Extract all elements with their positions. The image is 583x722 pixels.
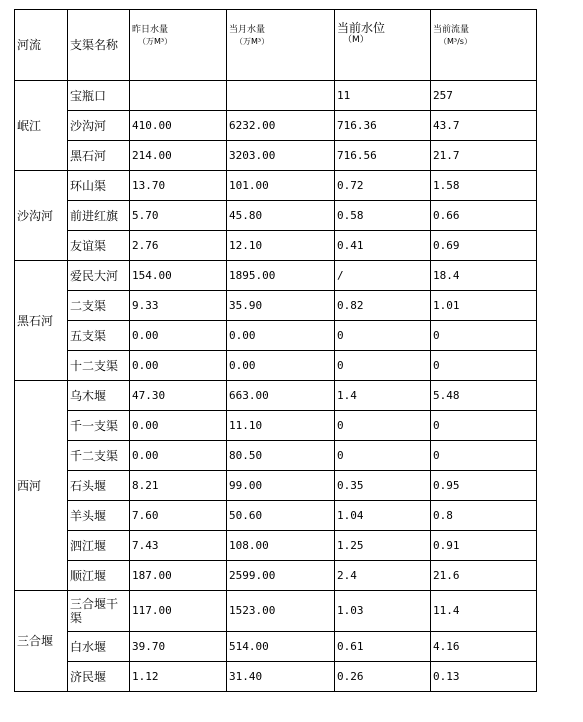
header-flow bbox=[431, 10, 537, 81]
table-row bbox=[15, 111, 537, 141]
flow-rate-cell: 0 bbox=[431, 351, 537, 381]
yesterday-volume-cell: 7.60 bbox=[130, 501, 227, 531]
yesterday-volume-cell: 1.12 bbox=[130, 662, 227, 692]
table-row bbox=[15, 471, 537, 501]
water-level-cell: / bbox=[335, 261, 431, 291]
canal-cell: 乌木堰 bbox=[68, 381, 130, 411]
month-volume-cell: 12.10 bbox=[227, 231, 335, 261]
flow-rate-cell: 1.01 bbox=[431, 291, 537, 321]
water-level-cell: 0 bbox=[335, 321, 431, 351]
canal-cell: 白水堰 bbox=[68, 632, 130, 662]
flow-rate-cell: 0.91 bbox=[431, 531, 537, 561]
water-level-cell: 0.82 bbox=[335, 291, 431, 321]
table-row bbox=[15, 632, 537, 662]
month-volume-cell: 50.60 bbox=[227, 501, 335, 531]
month-volume-cell bbox=[227, 81, 335, 111]
canal-cell: 五支渠 bbox=[68, 321, 130, 351]
yesterday-volume-cell: 47.30 bbox=[130, 381, 227, 411]
water-level-cell: 716.36 bbox=[335, 111, 431, 141]
header-river: 河流 bbox=[15, 10, 68, 81]
water-level-cell: 0.58 bbox=[335, 201, 431, 231]
canal-cell: 沙沟河 bbox=[68, 111, 130, 141]
canal-cell: 千二支渠 bbox=[68, 441, 130, 471]
canal-cell: 石头堰 bbox=[68, 471, 130, 501]
water-level-cell: 0.72 bbox=[335, 171, 431, 201]
canal-cell: 顺江堰 bbox=[68, 561, 130, 591]
river-cell: 三合堰 bbox=[15, 591, 68, 692]
month-volume-cell: 6232.00 bbox=[227, 111, 335, 141]
month-volume-cell: 0.00 bbox=[227, 321, 335, 351]
canal-cell: 二支渠 bbox=[68, 291, 130, 321]
water-level-cell: 2.4 bbox=[335, 561, 431, 591]
month-volume-cell: 108.00 bbox=[227, 531, 335, 561]
flow-rate-cell: 257 bbox=[431, 81, 537, 111]
yesterday-volume-cell: 8.21 bbox=[130, 471, 227, 501]
yesterday-volume-cell: 214.00 bbox=[130, 141, 227, 171]
yesterday-volume-cell: 9.33 bbox=[130, 291, 227, 321]
header-level bbox=[335, 10, 431, 81]
header-yesterday-unit: （万M³） bbox=[138, 37, 173, 46]
flow-rate-cell: 0.95 bbox=[431, 471, 537, 501]
flow-rate-cell: 18.4 bbox=[431, 261, 537, 291]
water-level-cell: 716.56 bbox=[335, 141, 431, 171]
water-level-cell: 0 bbox=[335, 441, 431, 471]
yesterday-volume-cell: 0.00 bbox=[130, 411, 227, 441]
water-level-cell: 0.35 bbox=[335, 471, 431, 501]
canal-cell: 羊头堰 bbox=[68, 501, 130, 531]
table-row bbox=[15, 531, 537, 561]
header-yesterday-label: 昨日水量 bbox=[132, 25, 169, 35]
month-volume-cell: 80.50 bbox=[227, 441, 335, 471]
header-level-unit: （M） bbox=[343, 35, 369, 45]
table-row bbox=[15, 501, 537, 531]
water-level-cell: 0 bbox=[335, 351, 431, 381]
table-row bbox=[15, 662, 537, 692]
yesterday-volume-cell: 2.76 bbox=[130, 231, 227, 261]
canal-cell: 十二支渠 bbox=[68, 351, 130, 381]
header-flow-label: 当前流量 bbox=[433, 25, 470, 35]
month-volume-cell: 11.10 bbox=[227, 411, 335, 441]
month-volume-cell: 663.00 bbox=[227, 381, 335, 411]
yesterday-volume-cell: 13.70 bbox=[130, 171, 227, 201]
month-volume-cell: 45.80 bbox=[227, 201, 335, 231]
table-row bbox=[15, 411, 537, 441]
water-level-cell: 1.03 bbox=[335, 591, 431, 632]
month-volume-cell: 3203.00 bbox=[227, 141, 335, 171]
water-level-cell: 1.04 bbox=[335, 501, 431, 531]
flow-rate-cell: 21.6 bbox=[431, 561, 537, 591]
yesterday-volume-cell: 154.00 bbox=[130, 261, 227, 291]
yesterday-volume-cell: 117.00 bbox=[130, 591, 227, 632]
flow-rate-cell: 11.4 bbox=[431, 591, 537, 632]
canal-cell: 前进红旗 bbox=[68, 201, 130, 231]
table-row bbox=[15, 441, 537, 471]
month-volume-cell: 99.00 bbox=[227, 471, 335, 501]
yesterday-volume-cell: 7.43 bbox=[130, 531, 227, 561]
flow-rate-cell: 1.58 bbox=[431, 171, 537, 201]
month-volume-cell: 514.00 bbox=[227, 632, 335, 662]
header-month-unit: （万M³） bbox=[235, 37, 270, 46]
flow-rate-cell: 43.7 bbox=[431, 111, 537, 141]
canal-cell: 济民堰 bbox=[68, 662, 130, 692]
flow-rate-cell: 0 bbox=[431, 411, 537, 441]
yesterday-volume-cell bbox=[130, 81, 227, 111]
river-cell: 岷江 bbox=[15, 81, 68, 171]
month-volume-cell: 101.00 bbox=[227, 171, 335, 201]
canal-cell: 环山渠 bbox=[68, 171, 130, 201]
canal-cell: 黑石河 bbox=[68, 141, 130, 171]
water-level-cell: 0.61 bbox=[335, 632, 431, 662]
header-row bbox=[15, 10, 537, 81]
flow-rate-cell: 0.13 bbox=[431, 662, 537, 692]
header-canal: 支渠名称 bbox=[68, 10, 130, 81]
table-row bbox=[15, 261, 537, 291]
canal-cell: 泗江堰 bbox=[68, 531, 130, 561]
table-row bbox=[15, 561, 537, 591]
canal-cell: 千一支渠 bbox=[68, 411, 130, 441]
flow-rate-cell: 4.16 bbox=[431, 632, 537, 662]
water-level-cell: 0.41 bbox=[335, 231, 431, 261]
river-cell: 黑石河 bbox=[15, 261, 68, 381]
yesterday-volume-cell: 0.00 bbox=[130, 441, 227, 471]
header-level-label: 当前水位 bbox=[337, 21, 386, 35]
canal-cell: 爱民大河 bbox=[68, 261, 130, 291]
table-row bbox=[15, 351, 537, 381]
table-row bbox=[15, 291, 537, 321]
header-yesterday bbox=[130, 10, 227, 81]
flow-rate-cell: 0 bbox=[431, 441, 537, 471]
river-cell: 沙沟河 bbox=[15, 171, 68, 261]
flow-rate-cell: 0.66 bbox=[431, 201, 537, 231]
month-volume-cell: 35.90 bbox=[227, 291, 335, 321]
flow-rate-cell: 0.8 bbox=[431, 501, 537, 531]
table-row bbox=[15, 81, 537, 111]
table-row bbox=[15, 141, 537, 171]
table-row bbox=[15, 321, 537, 351]
month-volume-cell: 31.40 bbox=[227, 662, 335, 692]
month-volume-cell: 2599.00 bbox=[227, 561, 335, 591]
water-level-cell: 0.26 bbox=[335, 662, 431, 692]
yesterday-volume-cell: 39.70 bbox=[130, 632, 227, 662]
header-flow-unit: （M³/s） bbox=[439, 37, 472, 46]
month-volume-cell: 1523.00 bbox=[227, 591, 335, 632]
flow-rate-cell: 5.48 bbox=[431, 381, 537, 411]
yesterday-volume-cell: 0.00 bbox=[130, 321, 227, 351]
yesterday-volume-cell: 410.00 bbox=[130, 111, 227, 141]
river-cell: 西河 bbox=[15, 381, 68, 591]
yesterday-volume-cell: 0.00 bbox=[130, 351, 227, 381]
canal-cell: 友谊渠 bbox=[68, 231, 130, 261]
canal-cell: 三合堰干渠 bbox=[68, 591, 130, 632]
yesterday-volume-cell: 5.70 bbox=[130, 201, 227, 231]
flow-rate-cell: 0 bbox=[431, 321, 537, 351]
header-month-label: 当月水量 bbox=[229, 25, 266, 35]
table-row bbox=[15, 591, 537, 632]
canal-cell: 宝瓶口 bbox=[68, 81, 130, 111]
month-volume-cell: 0.00 bbox=[227, 351, 335, 381]
water-level-cell: 1.25 bbox=[335, 531, 431, 561]
table-row bbox=[15, 381, 537, 411]
water-level-cell: 11 bbox=[335, 81, 431, 111]
header-month bbox=[227, 10, 335, 81]
water-data-table bbox=[14, 9, 537, 692]
table-row bbox=[15, 171, 537, 201]
flow-rate-cell: 21.7 bbox=[431, 141, 537, 171]
water-level-cell: 1.4 bbox=[335, 381, 431, 411]
table-row bbox=[15, 231, 537, 261]
table-row bbox=[15, 201, 537, 231]
flow-rate-cell: 0.69 bbox=[431, 231, 537, 261]
water-level-cell: 0 bbox=[335, 411, 431, 441]
yesterday-volume-cell: 187.00 bbox=[130, 561, 227, 591]
month-volume-cell: 1895.00 bbox=[227, 261, 335, 291]
